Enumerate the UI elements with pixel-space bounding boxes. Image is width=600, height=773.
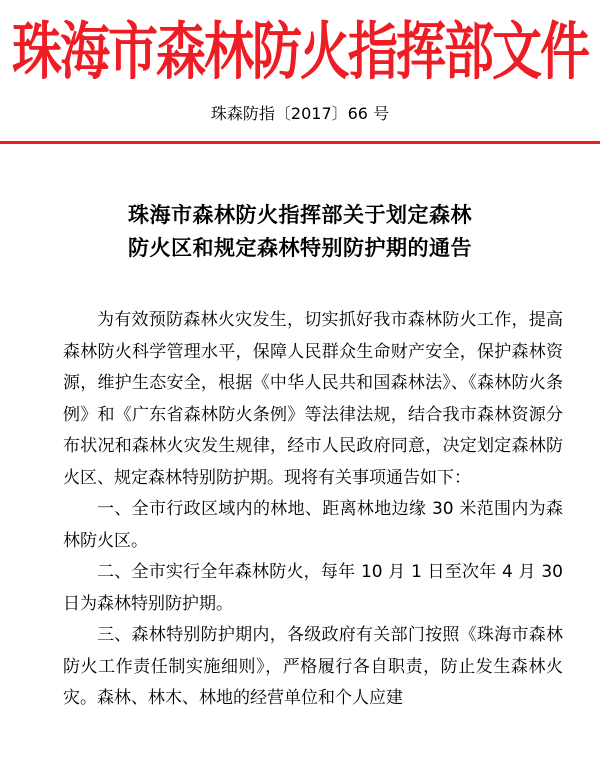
body-paragraph-item-2: 二、全市实行全年森林防火，每年 10 月 1 日至次年 4 月 30 日为森林特别防护期。 bbox=[63, 562, 563, 614]
body-paragraph-item-1: 一、全市行政区域内的林地、距离林地边缘 30 米范围内为森林防火区。 bbox=[63, 499, 563, 551]
document-number: 珠森防指〔2017〕66 号 bbox=[210, 104, 390, 123]
notice-body bbox=[63, 305, 563, 715]
body-paragraph-intro: 为有效预防森林火灾发生，切实抓好我市森林防火工作，提高森林防火科学管理水平，保障人民群众生命财产安全，保护森林资源，维护生态安全，根据《中华人民共和国森林法》、《森林防火条例》和《广东省森林防火条例》等法律法规，结合我市森林资源分布状况和森林火灾发生规律，经市人民政府同意，决定划定森林防火区、规定森林特别防护期。现将有关事项通告如下： bbox=[63, 310, 563, 488]
issuer-heading: 珠海市森林防火指挥部文件 bbox=[12, 14, 588, 88]
body-paragraph-item-3: 三、森林特别防护期内，各级政府有关部门按照《珠海市森林防火工作责任制实施细则》，严格履行各自职责，防止发生森林火灾。森林、林木、林地的经营单位和个人应建 bbox=[63, 625, 563, 708]
red-divider-line bbox=[0, 141, 600, 144]
notice-title-line-2: 防火区和规定森林特别防护期的通告 bbox=[128, 236, 472, 260]
notice-title bbox=[0, 199, 600, 265]
notice-title-line-1: 珠海市森林防火指挥部关于划定森林 bbox=[128, 203, 472, 227]
